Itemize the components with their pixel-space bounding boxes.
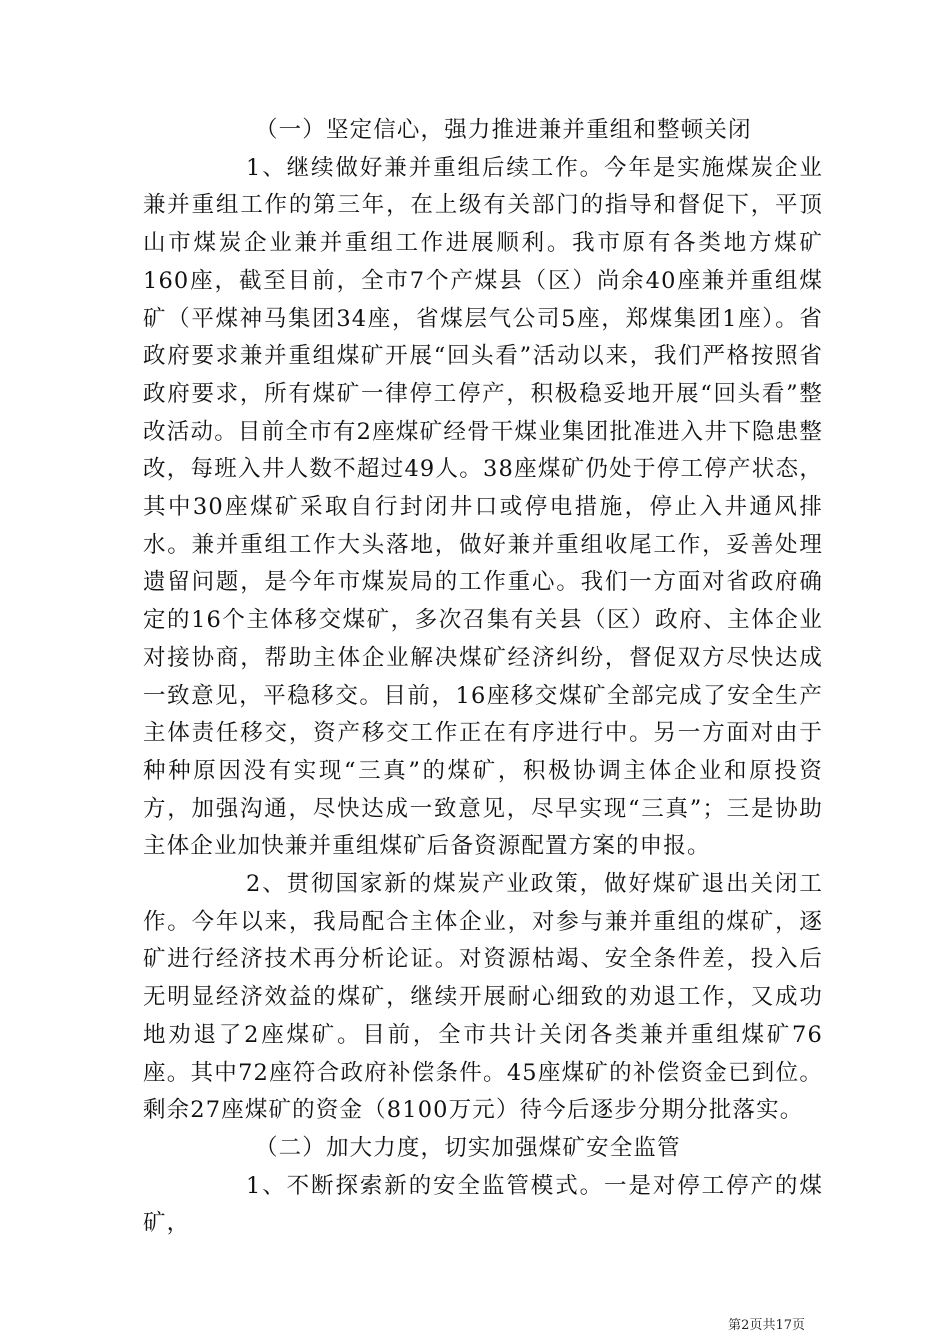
section-heading-1: （一）坚定信心，强力推进兼并重组和整顿关闭 — [255, 117, 752, 143]
section-heading-2: （二）加大力度，切实加强煤矿安全监管 — [255, 1134, 681, 1161]
paragraph-safety-supervision: 1、不断探索新的安全监管模式。一是对停工停产的煤矿， — [143, 1172, 823, 1237]
paragraph-mine-closure: 2、贯彻国家新的煤炭产业政策，做好煤矿退出关闭工作。今年以来，我局配合主体企业，对参与兼并重组的煤矿，逐矿进行经济技术再分析论证。对资源枯竭、安全条件差，投入后无明显经济效益的煤矿，继续开展耐心细致的劝退工作，又成功地劝退了2座煤矿。目前，全市共计关闭各类兼并重组煤矿76座。其中72座符合政府补偿条件。45座煤矿的补偿资金已到位。剩余27座煤矿的资金（8100万元）待今后逐步分期分批落实。 — [143, 871, 823, 1124]
page-number-footer: 第2页共17页 — [728, 1318, 805, 1333]
document-body — [143, 112, 823, 1243]
paragraph-merger-followup: 1、继续做好兼并重组后续工作。今年是实施煤炭企业兼并重组工作的第三年，在上级有关部门的指导和督促下，平顶山市煤炭企业兼并重组工作进展顺利。我市原有各类地方煤矿160座，截至目前，全市7个产煤县（区）尚余40座兼并重组煤矿（平煤神马集团34座，省煤层气公司5座，郑煤集团1座）。省政府要求兼并重组煤矿开展“回头看”活动以来，我们严格按照省政府要求，所有煤矿一律停工停产，积极稳妥地开展“回头看”整改活动。目前全市有2座煤矿经骨干煤业集团批准进入井下隐患整改，每班入井人数不超过49人。38座煤矿仍处于停工停产状态，其中30座煤矿采取自行封闭井口或停电措施，停止入井通风排水。兼并重组工作大头落地，做好兼并重组收尾工作，妥善处理遗留问题，是今年市煤炭局的工作重心。我们一方面对省政府确定的16个主体移交煤矿，多次召集有关县（区）政府、主体企业对接协商，帮助主体企业解决煤矿经济纠纷，督促双方尽快达成一致意见，平稳移交。目前，16座移交煤矿全部完成了安全生产主体责任移交，资产移交工作正在有序进行中。另一方面对由于种种原因没有实现“三真”的煤矿，积极协调主体企业和原投资方，加强沟通，尽快达成一致意见，尽早实现“三真”；三是协助主体企业加快兼并重组煤矿后备资源配置方案的申报。 — [143, 154, 823, 860]
